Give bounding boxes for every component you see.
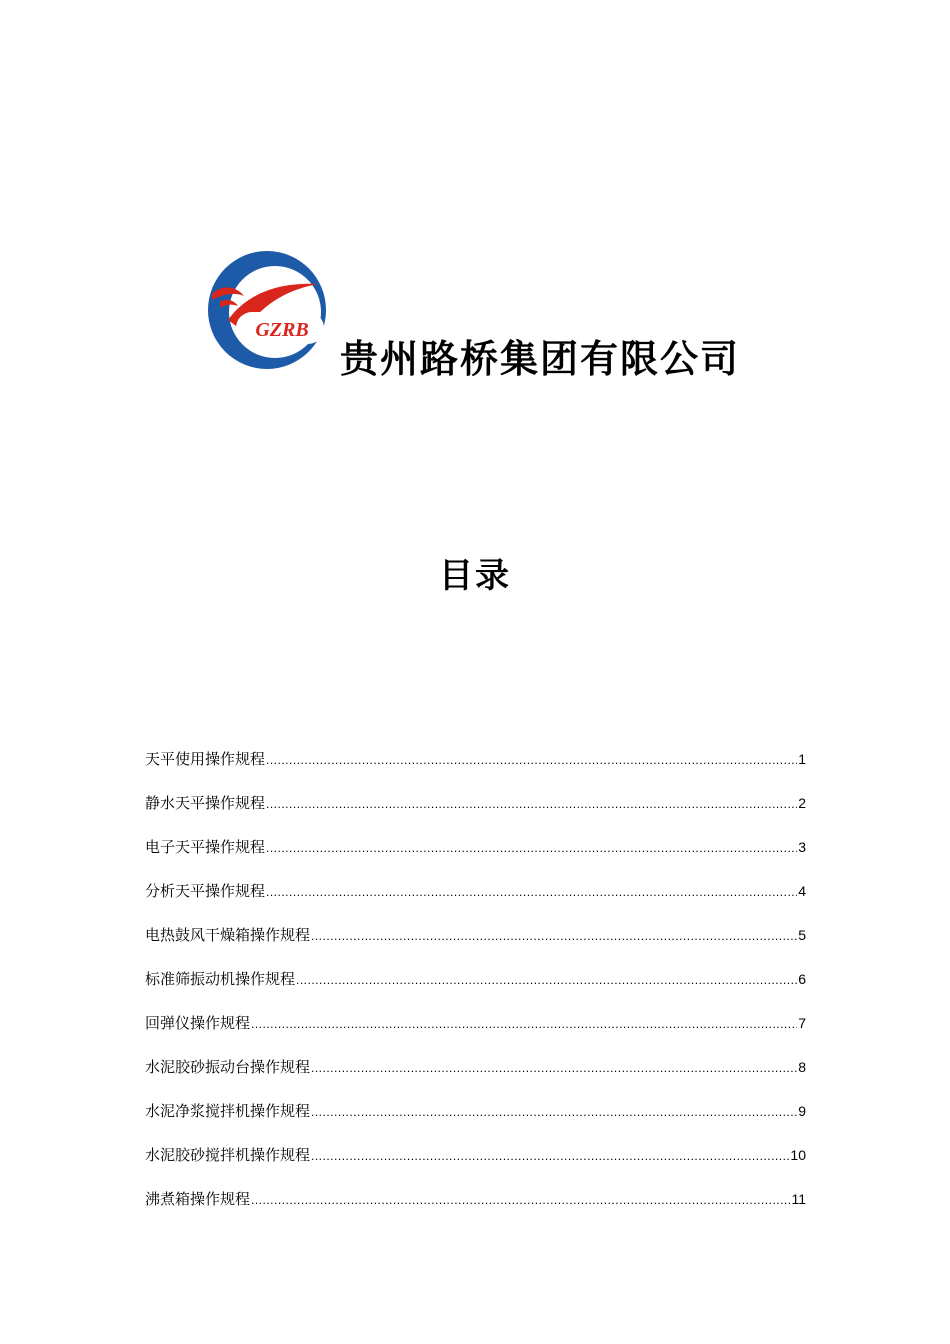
toc-entry-label[interactable]: 电子天平操作规程 xyxy=(145,838,266,856)
logo-text: GZRB xyxy=(255,319,309,341)
toc-entry[interactable] xyxy=(145,1144,806,1188)
toc-leader-dots xyxy=(311,1057,797,1079)
toc-entry-page[interactable]: 10 xyxy=(790,1147,806,1163)
toc-entry-page[interactable]: 3 xyxy=(798,839,806,855)
toc-entry-label[interactable]: 水泥胶砂搅拌机操作规程 xyxy=(145,1146,311,1164)
toc-entry[interactable] xyxy=(145,924,806,968)
toc-title: 目录 xyxy=(439,556,511,596)
toc-leader-dots xyxy=(311,1101,797,1123)
toc-leader-dots xyxy=(251,1189,790,1211)
toc-entry-page[interactable]: 11 xyxy=(791,1191,806,1207)
toc-entry-page[interactable]: 5 xyxy=(798,927,806,943)
toc-entry[interactable] xyxy=(145,792,806,836)
toc-entry-label[interactable]: 分析天平操作规程 xyxy=(145,882,266,900)
toc-entry-label[interactable]: 电热鼓风干燥箱操作规程 xyxy=(145,926,311,944)
toc-entry-page[interactable]: 1 xyxy=(798,751,806,767)
toc-leader-dots xyxy=(266,749,797,771)
toc-entry[interactable] xyxy=(145,880,806,924)
toc-entry[interactable] xyxy=(145,836,806,880)
toc-leader-dots xyxy=(311,1145,789,1167)
table-of-contents xyxy=(145,748,806,1232)
toc-entry[interactable] xyxy=(145,1100,806,1144)
toc-leader-dots xyxy=(266,793,797,815)
toc-entry-label[interactable]: 静水天平操作规程 xyxy=(145,794,266,812)
toc-leader-dots xyxy=(251,1013,797,1035)
toc-entry-page[interactable]: 6 xyxy=(798,971,806,987)
toc-entry-page[interactable]: 2 xyxy=(798,795,806,811)
toc-entry-label[interactable]: 水泥净浆搅拌机操作规程 xyxy=(145,1102,311,1120)
toc-entry-page[interactable]: 8 xyxy=(798,1059,806,1075)
toc-entry[interactable] xyxy=(145,748,806,792)
toc-entry-page[interactable]: 4 xyxy=(798,883,806,899)
toc-leader-dots xyxy=(266,881,797,903)
toc-entry-label[interactable]: 水泥胶砂振动台操作规程 xyxy=(145,1058,311,1076)
company-name: 贵州路桥集团有限公司 xyxy=(340,336,741,381)
toc-entry-label[interactable]: 回弹仪操作规程 xyxy=(145,1014,251,1032)
toc-entry-page[interactable]: 7 xyxy=(798,1015,806,1031)
toc-entry-label[interactable]: 天平使用操作规程 xyxy=(145,750,266,768)
toc-leader-dots xyxy=(311,925,797,947)
toc-entry[interactable] xyxy=(145,968,806,1012)
toc-entry[interactable] xyxy=(145,1188,806,1232)
toc-entry-label[interactable]: 标准筛振动机操作规程 xyxy=(145,970,296,988)
toc-entry[interactable] xyxy=(145,1012,806,1056)
toc-entry-label[interactable]: 沸煮箱操作规程 xyxy=(145,1190,251,1208)
toc-leader-dots xyxy=(266,837,797,859)
toc-entry[interactable] xyxy=(145,1056,806,1100)
gzrb-logo-graphic xyxy=(206,250,328,370)
toc-leader-dots xyxy=(296,969,797,991)
toc-entry-page[interactable]: 9 xyxy=(798,1103,806,1119)
company-logo xyxy=(206,250,328,370)
